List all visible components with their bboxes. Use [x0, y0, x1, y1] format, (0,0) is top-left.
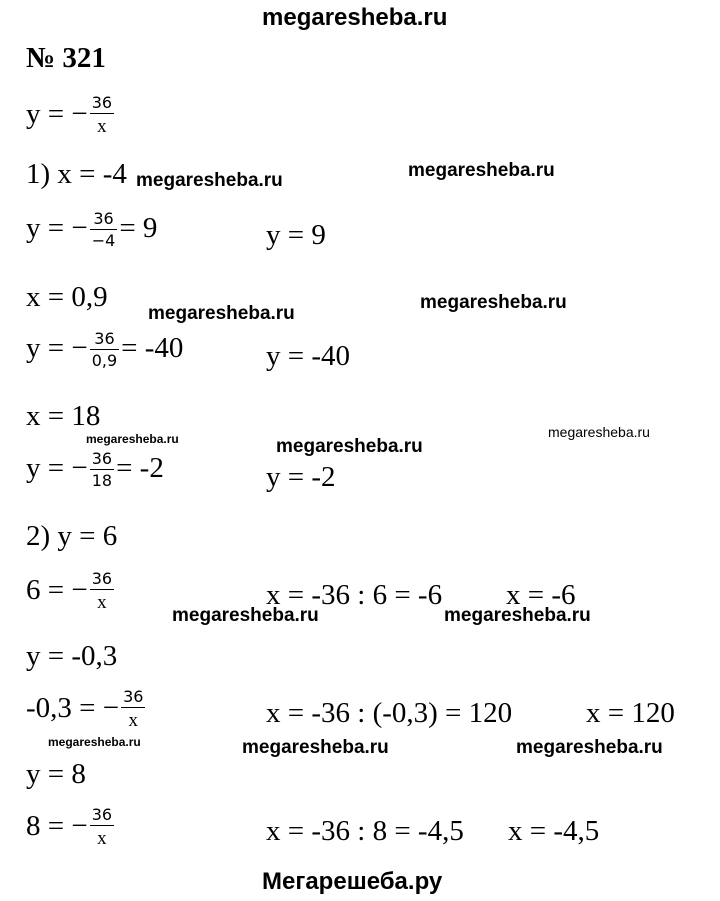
part1-c-result: y = -2: [266, 461, 336, 493]
fraction-numerator: 36: [90, 570, 114, 590]
part1-b-line: [26, 330, 183, 371]
part1-b-result: y = -40: [266, 340, 351, 372]
equation-fraction: [90, 806, 114, 850]
watermark: megaresheba.ru: [408, 160, 555, 181]
part2-b-result: x = 120: [586, 697, 675, 729]
equation-fraction: [90, 570, 114, 614]
part1-c-given: x = 18: [26, 400, 101, 432]
part2-label: 2) y = 6: [26, 520, 118, 552]
watermark: megaresheba.ru: [148, 303, 295, 324]
equation-rhs: = 9: [119, 212, 158, 245]
watermark: megaresheba.ru: [136, 170, 283, 191]
part2-a-line: [26, 570, 116, 614]
part1-a-result: y = 9: [266, 219, 326, 251]
equation-fraction: [90, 330, 119, 371]
watermark: megaresheba.ru: [172, 605, 319, 626]
watermark: megaresheba.ru: [276, 436, 423, 457]
equation-lhs: 6 = −: [26, 573, 88, 606]
part2-a-result: x = -6: [506, 579, 576, 611]
watermark: megaresheba.ru: [242, 737, 389, 758]
part1-c-line: [26, 450, 164, 491]
watermark: megaresheba.ru: [548, 424, 650, 440]
fraction-numerator: 36: [90, 330, 119, 350]
equation-lhs: -0,3 = −: [26, 691, 120, 724]
equation-rhs: = -2: [116, 452, 164, 485]
fraction-numerator: 36: [90, 210, 118, 230]
site-footer: Мегарешеба.ру: [262, 868, 443, 895]
equation-lhs: y = −: [26, 332, 88, 365]
part2-c-calc: x = -36 : 8 = -4,5: [266, 815, 464, 847]
fraction-numerator: 36: [121, 688, 145, 708]
equation-lhs: y = −: [26, 212, 88, 245]
fraction-numerator: 36: [90, 806, 114, 826]
formula-fraction: [90, 94, 114, 138]
watermark: megaresheba.ru: [420, 292, 567, 313]
part2-b-given: y = -0,3: [26, 640, 118, 672]
fraction-denominator: 0,9: [91, 351, 118, 371]
part2-b-calc: x = -36 : (-0,3) = 120: [266, 697, 513, 729]
equation-fraction: [90, 210, 118, 251]
part2-b-line: [26, 688, 147, 732]
equation-lhs: 8 = −: [26, 809, 88, 842]
watermark: megaresheba.ru: [444, 605, 591, 626]
part2-c-line: [26, 806, 116, 850]
formula-line: [26, 94, 116, 138]
part1-label: 1) x = -4: [26, 158, 127, 190]
fraction-denominator: −4: [91, 231, 116, 251]
problem-number: № 321: [26, 42, 106, 74]
equation-fraction: [121, 688, 145, 732]
part2-c-result: x = -4,5: [508, 815, 600, 847]
equation-lhs: y = −: [26, 452, 88, 485]
watermark: megaresheba.ru: [86, 432, 179, 446]
fraction-numerator: 36: [90, 94, 114, 114]
watermark: megaresheba.ru: [516, 737, 663, 758]
fraction-denominator: x: [97, 828, 107, 850]
fraction-denominator: 18: [91, 471, 113, 491]
equation-rhs: = -40: [121, 332, 184, 365]
watermark: megaresheba.ru: [48, 735, 141, 749]
equation-fraction: [90, 450, 114, 491]
part2-a-calc: x = -36 : 6 = -6: [266, 579, 443, 611]
part2-c-given: y = 8: [26, 758, 86, 790]
part1-b-given: x = 0,9: [26, 281, 108, 313]
fraction-denominator: x: [128, 710, 139, 732]
fraction-denominator: x: [97, 592, 107, 614]
formula-lhs: y = −: [26, 97, 88, 130]
fraction-denominator: x: [97, 116, 107, 138]
fraction-numerator: 36: [90, 450, 114, 470]
site-header: megaresheba.ru: [262, 4, 448, 31]
part1-a-line: [26, 210, 157, 251]
